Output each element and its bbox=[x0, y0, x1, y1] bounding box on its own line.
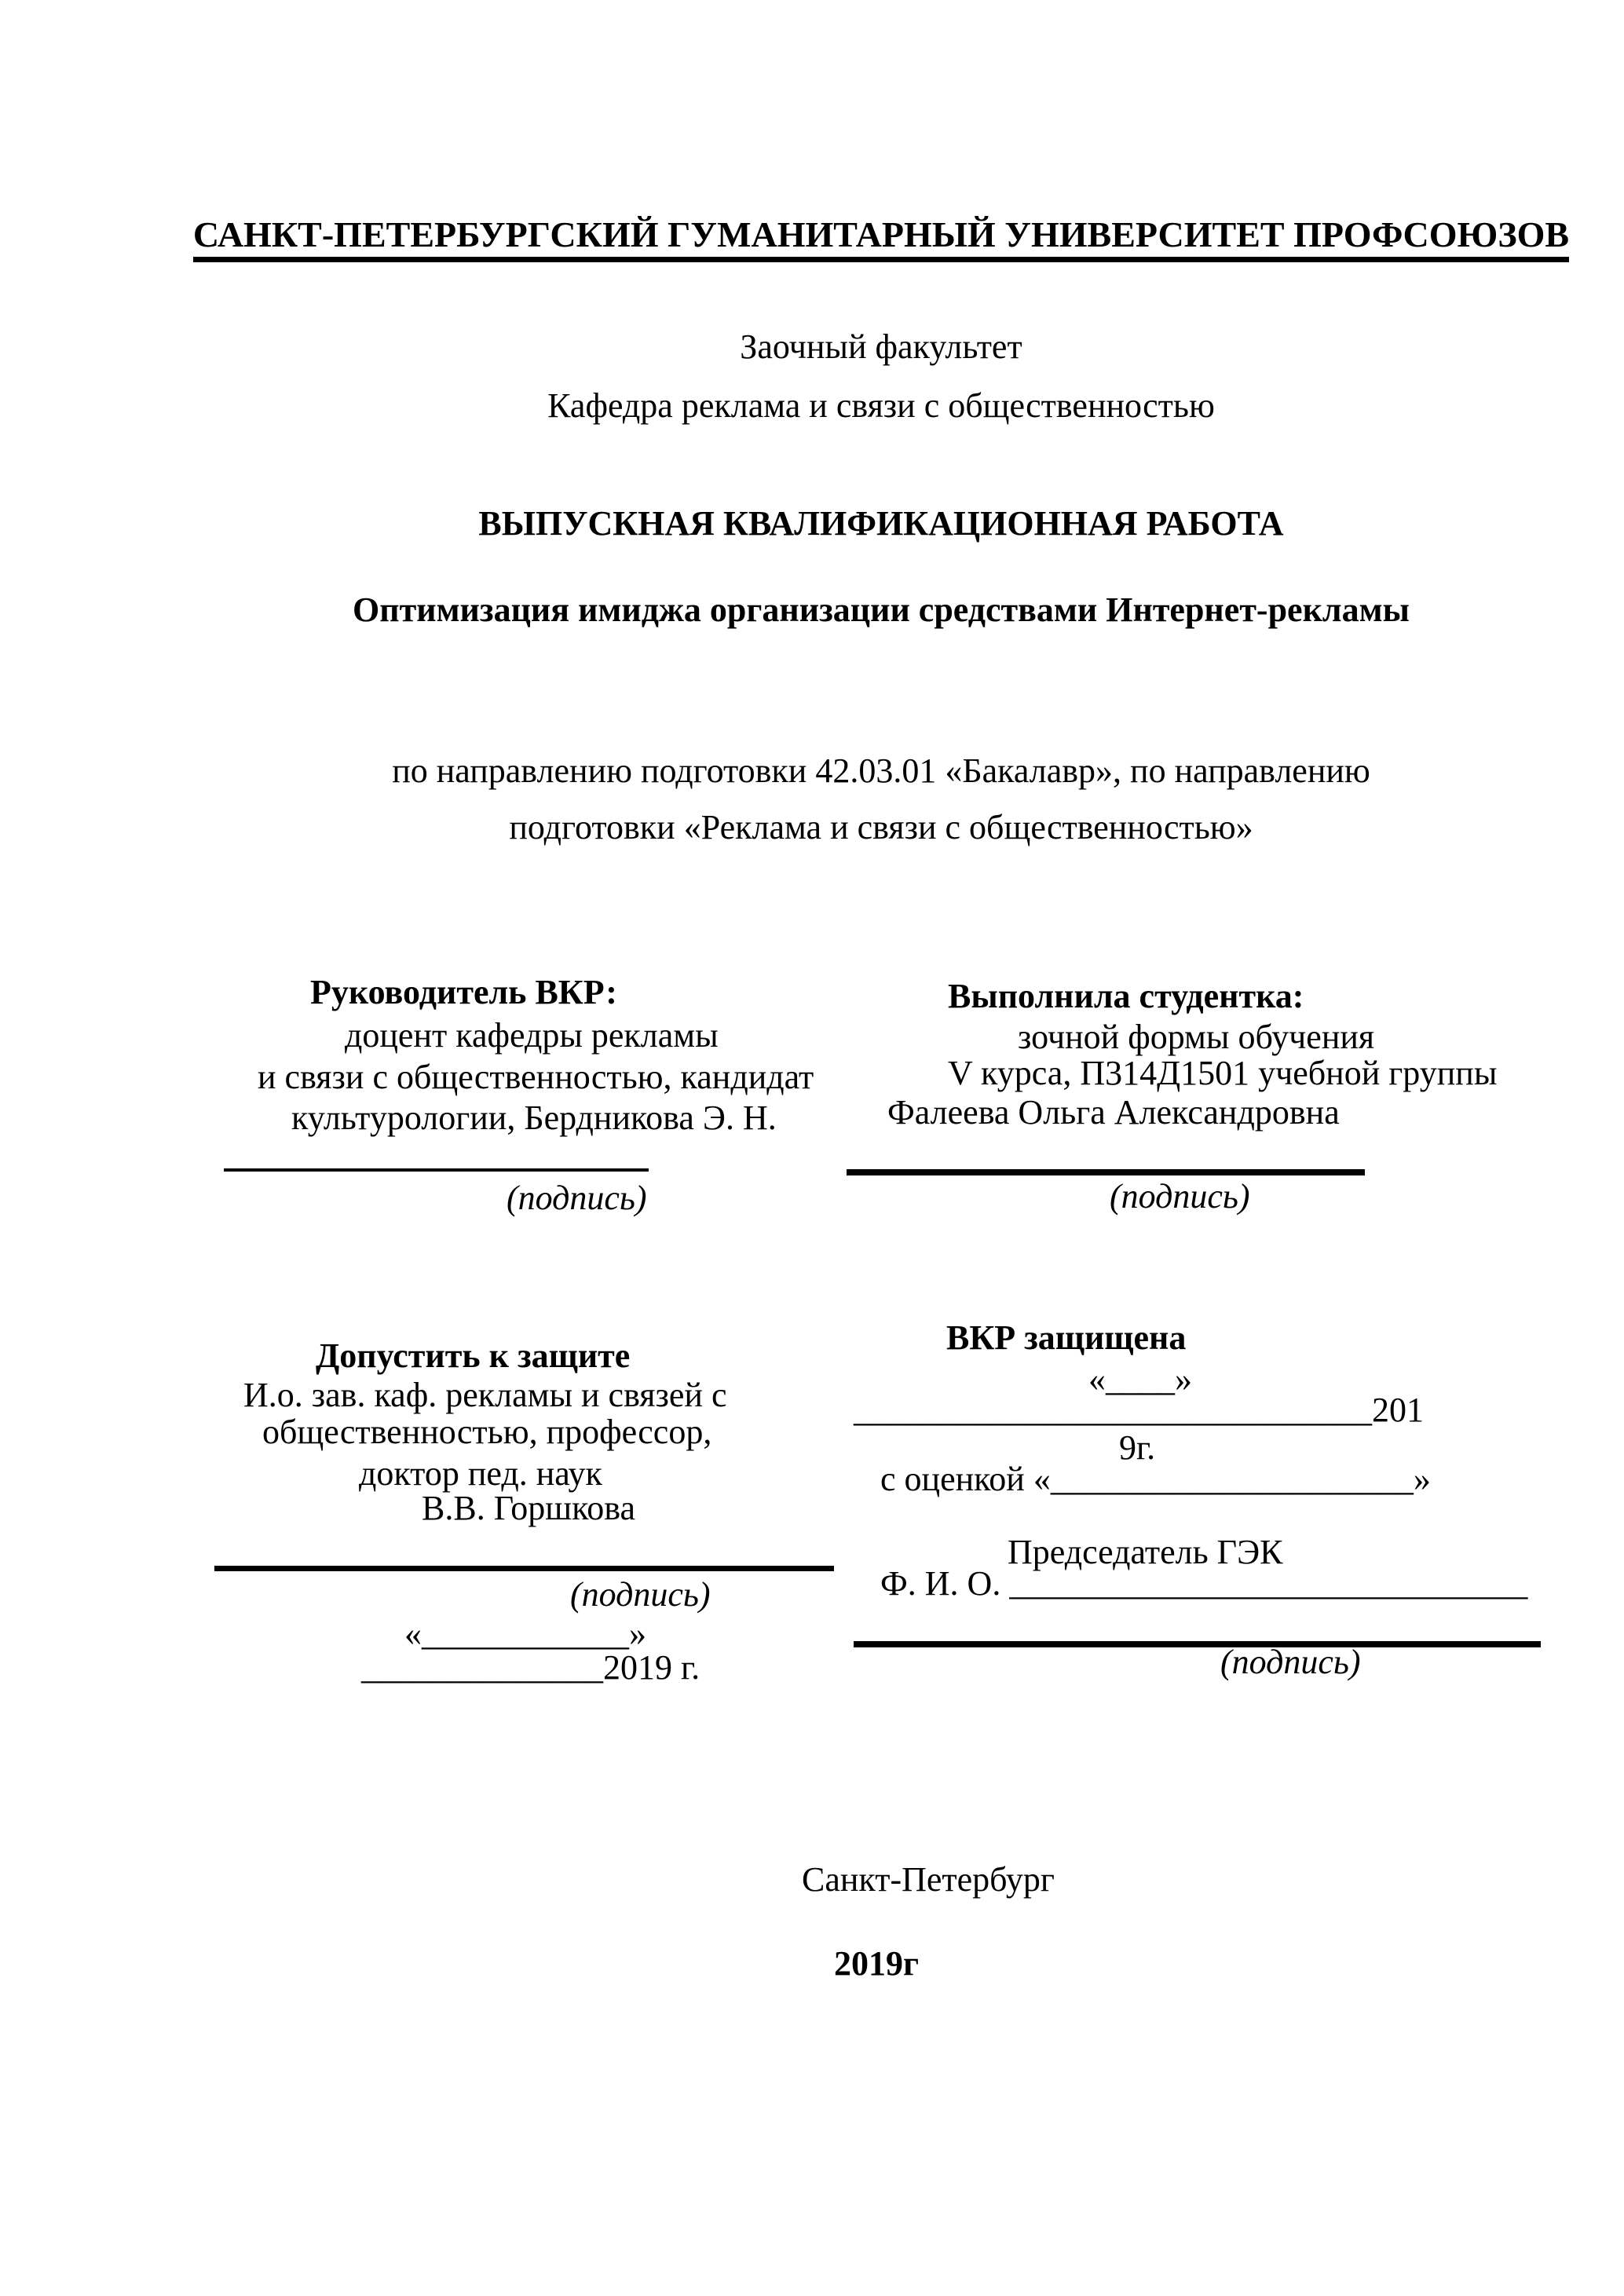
student-line-3: Фалеева Ольга Александровна bbox=[887, 1093, 1340, 1132]
defense-date-wrap: 9г. bbox=[1119, 1428, 1156, 1467]
supervisor-signature-caption: (подпись) bbox=[507, 1179, 647, 1217]
chair-name-blank: Ф. И. О. ______________________________ bbox=[880, 1564, 1528, 1603]
defense-signature-caption: (подпись) bbox=[1220, 1643, 1361, 1681]
city-line: Санкт-Петербург bbox=[802, 1860, 1055, 1899]
supervisor-line-2: и связи с общественностью, кандидат bbox=[258, 1058, 814, 1096]
supervisor-line-1: доцент кафедры рекламы bbox=[345, 1016, 719, 1055]
supervisor-signature-line bbox=[224, 1168, 649, 1172]
admission-date-year-blank: ______________2019 г. bbox=[361, 1648, 700, 1687]
university-title-text: САНКТ-ПЕТЕРБУРГСКИЙ ГУМАНИТАРНЫЙ УНИВЕРСИТЕТ ПРОФСОЮЗОВ bbox=[193, 214, 1569, 262]
year-line: 2019г bbox=[834, 1944, 919, 1983]
admission-line-4: В.В. Горшкова bbox=[422, 1489, 636, 1527]
department-line: Кафедра реклама и связи с общественностью bbox=[547, 386, 1215, 425]
defense-signature-line bbox=[854, 1641, 1541, 1647]
faculty-line: Заочный факультет bbox=[740, 327, 1022, 366]
university-title bbox=[138, 214, 1624, 262]
defense-grade-blank: с оценкой «_____________________» bbox=[880, 1460, 1431, 1498]
admission-date-blank: «____________» bbox=[404, 1614, 646, 1653]
student-heading: Выполнила студентка: bbox=[948, 977, 1304, 1015]
defense-date-quotes-blank: «____» bbox=[1088, 1360, 1192, 1398]
thesis-title: Оптимизация имиджа организации средствами Интернет-рекламы bbox=[353, 590, 1410, 629]
supervisor-line-3: культурологии, Бердникова Э. Н. bbox=[291, 1099, 777, 1137]
direction-line-2: подготовки «Реклама и связи с общественностью» bbox=[509, 808, 1253, 846]
admission-heading: Допустить к защите bbox=[316, 1336, 631, 1375]
chair-title: Председатель ГЭК bbox=[1008, 1533, 1283, 1571]
student-line-2: V курса, П314Д1501 учебной группы bbox=[948, 1054, 1498, 1092]
work-type-heading: ВЫПУСКНАЯ КВАЛИФИКАЦИОННАЯ РАБОТА bbox=[478, 504, 1284, 543]
admission-line-3: доктор пед. наук bbox=[359, 1454, 602, 1493]
student-line-1: зочной формы обучения bbox=[1018, 1018, 1375, 1056]
defense-date-blank: ______________________________201 bbox=[854, 1391, 1424, 1429]
admission-signature-caption: (подпись) bbox=[570, 1575, 711, 1614]
admission-signature-line bbox=[214, 1566, 834, 1571]
admission-line-2: общественностью, профессор, bbox=[262, 1413, 712, 1451]
student-signature-caption: (подпись) bbox=[1110, 1177, 1250, 1216]
student-signature-line bbox=[847, 1169, 1365, 1175]
direction-line-1: по направлению подготовки 42.03.01 «Бакалавр», по направлению bbox=[392, 751, 1370, 790]
defense-heading: ВКР защищена bbox=[946, 1318, 1187, 1357]
supervisor-heading: Руководитель ВКР: bbox=[310, 973, 617, 1011]
admission-line-1: И.о. зав. каф. рекламы и связей с bbox=[243, 1376, 727, 1414]
